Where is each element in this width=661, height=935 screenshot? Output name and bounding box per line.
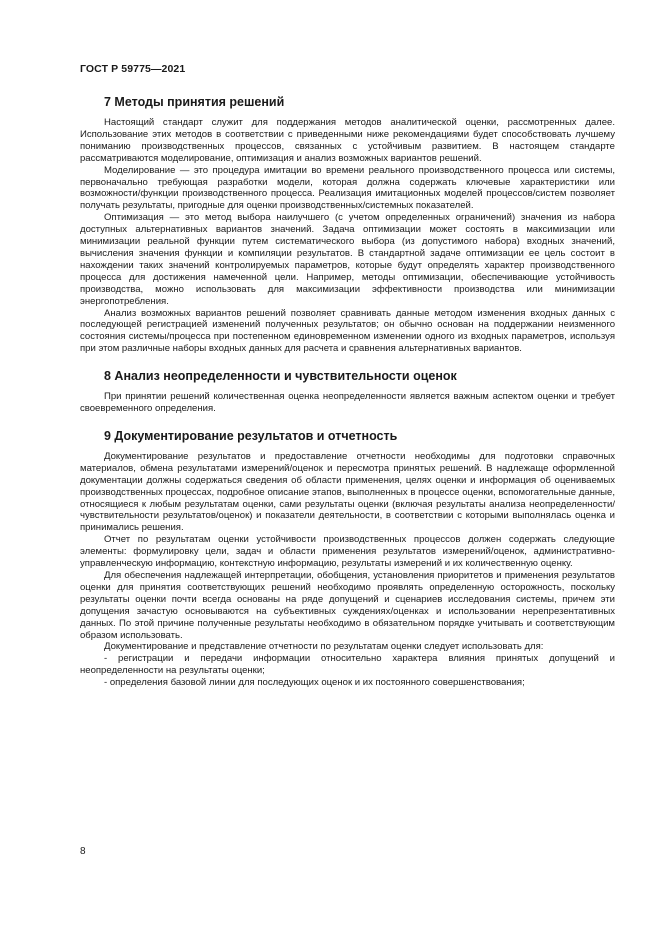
standard-header: ГОСТ Р 59775—2021 [80, 63, 186, 75]
paragraph: Документирование и представление отчетности по результатам оценки следует использовать для: [104, 641, 544, 653]
paragraph: При принятии решений количественная оценка неопределенности является важным аспектом оценки и требует своевременного определения. [80, 391, 615, 415]
section-9 [80, 428, 615, 689]
paragraph: Отчет по результатам оценки устойчивости производственных процессов должен содержать следующие элементы: формулировку цели, задач и области применения результатов измерений/оценок, административно-управленческую информацию, контекстную информацию, результаты измерений и их количественную оценку. [80, 534, 615, 570]
page-number: 8 [80, 846, 86, 857]
section-heading: 9 Документирование результатов и отчетность [104, 428, 398, 443]
paragraph: Настоящий стандарт служит для поддержания методов аналитической оценки, рассмотренных далее. Использование этих методов в соответствии с приведенными ниже рекомендациями будет способствовать лучшему пониманию производственных процессов, связанных с устойчивым развитием. В настоящем стандарте рассматриваются моделирование, оптимизация и анализ возможных вариантов решений. [80, 117, 615, 164]
paragraph: Моделирование — это процедура имитации во времени реального производственного процесса или системы, первоначально требующая разработки модели, которая должна содержать ключевые характеристики или возможности/функции производственного процесса. Реализация имитационных моделей процессов/систем позволяет получать результаты, пригодные для оценки производственных/системных показателей. [80, 164, 615, 212]
paragraph: Оптимизация — это метод выбора наилучшего (с учетом определенных ограничений) значения из набора доступных альтернативных вариантов значений. Задача оптимизации может состоять в максимизации или минимизации реальной функции путем систематического выбора (из допустимого набора) входных значений, вычисления значения функции и компиляции результатов. В стандартной задаче оптимизации ее цель состоит в нахождении таких значений контролируемых параметров, которые будут определять характер производственного процесса для достижения намеченной цели. Например, методы оптимизации, обеспечивающие устойчивость производства, можно использовать для максимизации эффективности производства или минимизации энергопотребления. [80, 212, 615, 307]
paragraph: Для обеспечения надлежащей интерпретации, обобщения, установления приоритетов и применения результатов оценки для принятия соответствующих решений необходимо проявлять определенную осторожность, поскольку результаты оценки почти всегда основаны на ряде допущений и сценариев исследования системы, причем эти допущения зачастую основываются на субъективных суждениях/оценках и использовании нерепрезентативных данных. По этой причине полученные результаты необходимо в обязательном порядке учитывать и соответствующим образом использовать. [80, 570, 615, 641]
section-7 [80, 94, 615, 355]
section-8 [80, 368, 615, 415]
list-item: - определения базовой линии для последующих оценок и их постоянного совершенствования; [104, 677, 525, 689]
page-content [80, 94, 615, 689]
list-item: - регистрации и передачи информации относительно характера влияния принятых допущений и неопределенности на результаты оценки; [80, 653, 615, 677]
section-heading: 8 Анализ неопределенности и чувствительности оценок [104, 369, 457, 384]
paragraph: Документирование результатов и предоставление отчетности необходимы для подготовки справочных материалов, обмена результатами измерений/оценок и пересмотра принятых решений. В надлежаще оформленной документации должны содержаться сведения об области применения, целях оценки и информация об оцениваемых производственных процессах, подробное описание этапов, выполненных в процессе оценки, вспомогательные данные, относящиеся к любым результатам оценки, сами результаты оценки (включая результаты анализа неопределенности/чувствительности результатов/оценок) и показатели деятельности, в соответствии с которыми выполнялась оценка и принимались решения. [80, 450, 615, 534]
paragraph: Анализ возможных вариантов решений позволяет сравнивать данные методом изменения входных данных с последующей регистрацией изменений полученных результатов; он обычно основан на поддержании неизменного состояния системы/процесса при постепенном единовременном изменении одного из входных параметров, используя при этом различные наборы входных данных для расчета и сравнения альтернативных вариантов. [80, 307, 615, 355]
section-heading: 7 Методы принятия решений [104, 95, 285, 109]
